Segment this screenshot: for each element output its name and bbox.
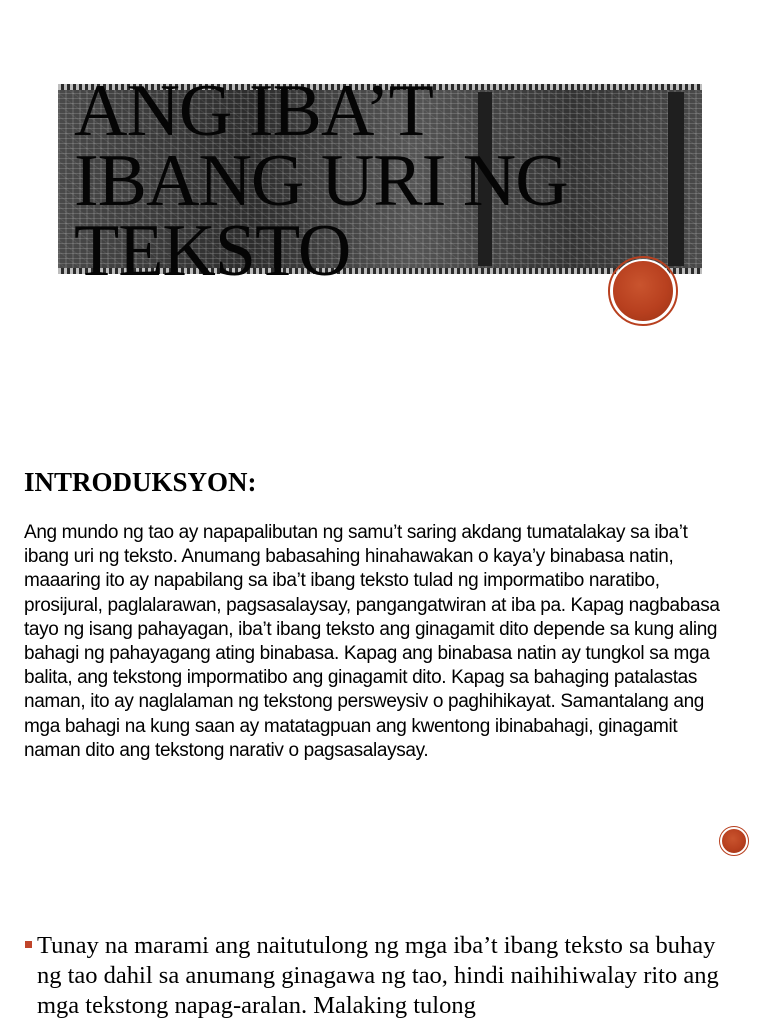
section-heading: INTRODUKSYON: [24,467,257,497]
square-bullet-icon [25,941,32,948]
bullet-item [24,931,734,1021]
intro-paragraph: Ang mundo ng tao ay napapalibutan ng samu’t saring akdang tumatalakay sa iba’t ibang uri ng teksto. Anumang babasahing hinahawakan o kaya’y binabasa natin, maaaring ito ay napabilang sa iba’t ibang teksto tulad ng impormatibo naratibo, prosijural, paglalarawan, pagsasalaysay, pangangatwiran at iba pa. Kapag nagbabasa tayo ng isang pahayagan, iba’t ibang teksto ang ginagamit dito depende sa kung aling bahagi ng pahayagang ating binabasa. Kapag ang binabasa natin ay tungkol sa mga balita, ang tekstong impormatibo ang ginagamit dito. Kapag sa bahaging patalastas naman, ito ay naglalaman ng tekstong persweysiv o paghihikayat. Samantalang ang mga bahagi na kung saan ay matatagpuan ang kwentong ibinabahagi, ginagamit naman dito ang tekstong narativ o pagsasalaysay. [24,522,720,761]
slide-badge-circle [720,827,748,855]
bullet-list [24,931,734,1021]
bullet-text: Tunay na marami ang naitutulong ng mga iba’t ibang teksto sa buhay ng tao dahil sa anumang ginagawa ng tao, hindi naihihiwalay rito ang mga tekstong napag-aralan. Malaking tulong [37,932,719,1019]
slide-badge-circle [611,259,675,323]
slide-title: ANG IBA’T IBANG URI NG TEKSTO [74,70,568,292]
